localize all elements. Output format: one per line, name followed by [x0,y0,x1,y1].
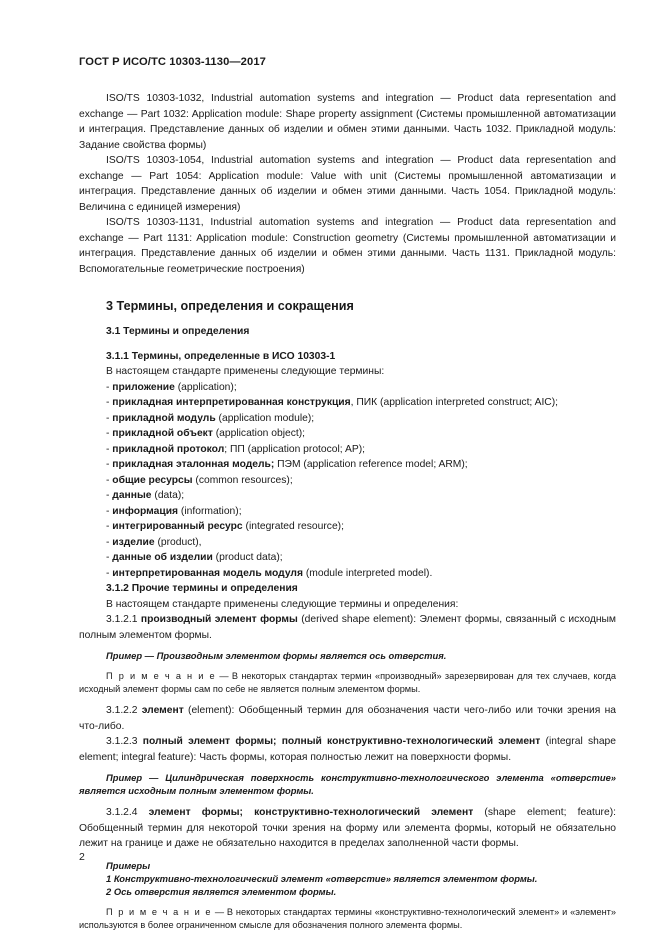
section-heading: 3 Термины, определения и сокращения [106,299,354,313]
list-item: - данные об изделии (product data); [106,552,283,563]
term-name: прикладной модуль [112,412,216,424]
note-label: П р и м е ч а н и е [106,906,212,917]
definition-3-1-2-3: 3.1.2.3 полный элемент формы; полный конструктивно-технологический элемент (integral shape element; integral feature): Часть формы, которая полностью лежит на поверхности формы. [79,736,617,763]
list-item: - прикладной объект (application object); [106,428,306,439]
list-item: - приложение (application); [106,381,237,393]
list-item: - прикладная интерпретированная конструкция, ПИК (application interpreted construct; AIC); [106,397,559,408]
list-item: - изделие (product), [106,536,202,548]
term-name: интерпретированная модель модуля [112,567,303,579]
definition-3-1-2-4: 3.1.2.4 элемент формы; конструктивно-технологический элемент (shape element; feature): Обобщенный термин для некоторой точки зрения на форму или элемента формы, который не обязательно лежит на границе и даже не обязательно находится в пределах заполненной части формы. [79,807,616,849]
intro-text: В настоящем стандарте применены следующие термины: [106,366,385,377]
list-item: - общие ресурсы (common resources); [106,474,293,486]
reference-item [79,153,616,215]
subsection-heading: 3.1 Термины и определения [106,326,250,337]
list-item: - интерпретированная модель модуля (module interpreted model). [106,567,433,579]
document-header: ГОСТ Р ИСО/ТС 10303-1130—2017 [79,56,266,68]
list-item: - прикладной модуль (application module); [106,412,315,424]
term-name: прикладная интерпретированная конструкция [112,397,351,408]
normative-references [79,91,616,277]
reference-lead: ISO/TS 10303-1032, Industrial automation systems and integration — Product data representation and [106,93,616,104]
page-content [79,91,616,939]
term-name: производный элемент формы [140,614,298,625]
list-item: - интегрированный ресурс (integrated resource); [106,521,344,532]
term-name: изделие [112,536,155,548]
reference-lead: ISO/TS 10303-1131, Industrial automation systems and integration — Product data representation and [106,217,616,228]
term-name: прикладная эталонная модель; [112,459,275,470]
term-name: приложение [112,381,175,393]
definition-3-1-2-1: 3.1.2.1 производный элемент формы (derived shape element): Элемент формы, связанный с исходным полным элементом формы. [79,614,616,641]
term-name: информация [112,505,179,517]
term-name: общие ресурсы [112,474,193,486]
list-item: - прикладной протокол; ПП (application protocol; AP); [106,443,365,455]
term-name: данные об изделии [112,552,213,563]
reference-rest: exchange — Part 1054: Application module: Value with unit (Системы промышленной автоматизации и интеграция. Представление данных об изделии и обмен этими данными. Часть 1054. Прикладной модуль: Величина с единицей измерения) [79,170,616,213]
reference-rest: exchange — Part 1131: Application module: Construction geometry (Системы промышленной автоматизации и интеграция. Представление данных об изделии и обмен этими данными. Часть 1131. Прикладной модуль: Вспомогательные геометрические построения) [79,232,616,275]
list-item: - данные (data); [106,490,185,501]
examples-block [79,859,616,898]
example-text: Пример — Производным элементом формы является ось отверстия. [106,650,447,661]
reference-lead: ISO/TS 10303-1054, Industrial automation systems and integration — Product data representation and [106,155,616,166]
term-name: прикладной объект [112,428,213,439]
example-text: Пример — Цилиндрическая поверхность конструктивно-технологического элемента «отверстие» является исходным полным элементом формы. [79,772,616,796]
example-item: 1 Конструктивно-технологический элемент «отверстие» является элементом формы. [106,872,538,884]
list-item: - информация (information); [106,505,242,517]
note-text: П р и м е ч а н и е — В некоторых стандартах термины «конструктивно-технологический элемент» и «элемент» используются в более ограниченном смысле для обозначения полного элемента формы. [79,906,616,930]
definition-3-1-2-2: 3.1.2.2 элемент (element): Обобщенный термин для обозначения части чего-либо или точки зрения на что-либо. [79,705,616,732]
note-text: П р и м е ч а н и е — В некоторых стандартах термин «производный» зарезервирован для тех случаев, когда исходный элемент формы сам по себе не является полным элементом формы. [79,671,616,694]
terms-list [79,380,616,582]
term-name: полный элемент формы; полный конструктивно-технологический элемент [142,736,541,747]
intro-text: В настоящем стандарте применены следующие термины и определения: [106,598,459,610]
example-item: 2 Ось отверстия является элементом формы. [106,885,337,897]
page-number: 2 [79,851,85,863]
term-name: элемент формы; конструктивно-технологический элемент [148,807,474,818]
reference-item [79,215,616,277]
term-name: прикладной протокол [112,443,225,455]
subsubsection-heading: 3.1.1 Термины, определенные в ИСО 10303-1 [106,350,336,362]
term-name: интегрированный ресурс [112,521,243,532]
note-label: П р и м е ч а н и е [106,671,217,681]
subsubsection-heading: 3.1.2 Прочие термины и определения [106,583,298,594]
reference-item [79,91,616,153]
reference-rest: exchange — Part 1032: Application module: Shape property assignment (Системы промышленной автоматизации и интеграция. Представление данных об изделии и обмен этими данными. Часть 1032. Прикладной модуль: Задание свойства формы) [79,108,616,151]
term-name: данные [112,490,152,501]
term-name: элемент [141,705,184,716]
examples-label: Примеры [106,859,151,871]
list-item: - прикладная эталонная модель; ПЭМ (application reference model; ARM); [106,459,468,470]
